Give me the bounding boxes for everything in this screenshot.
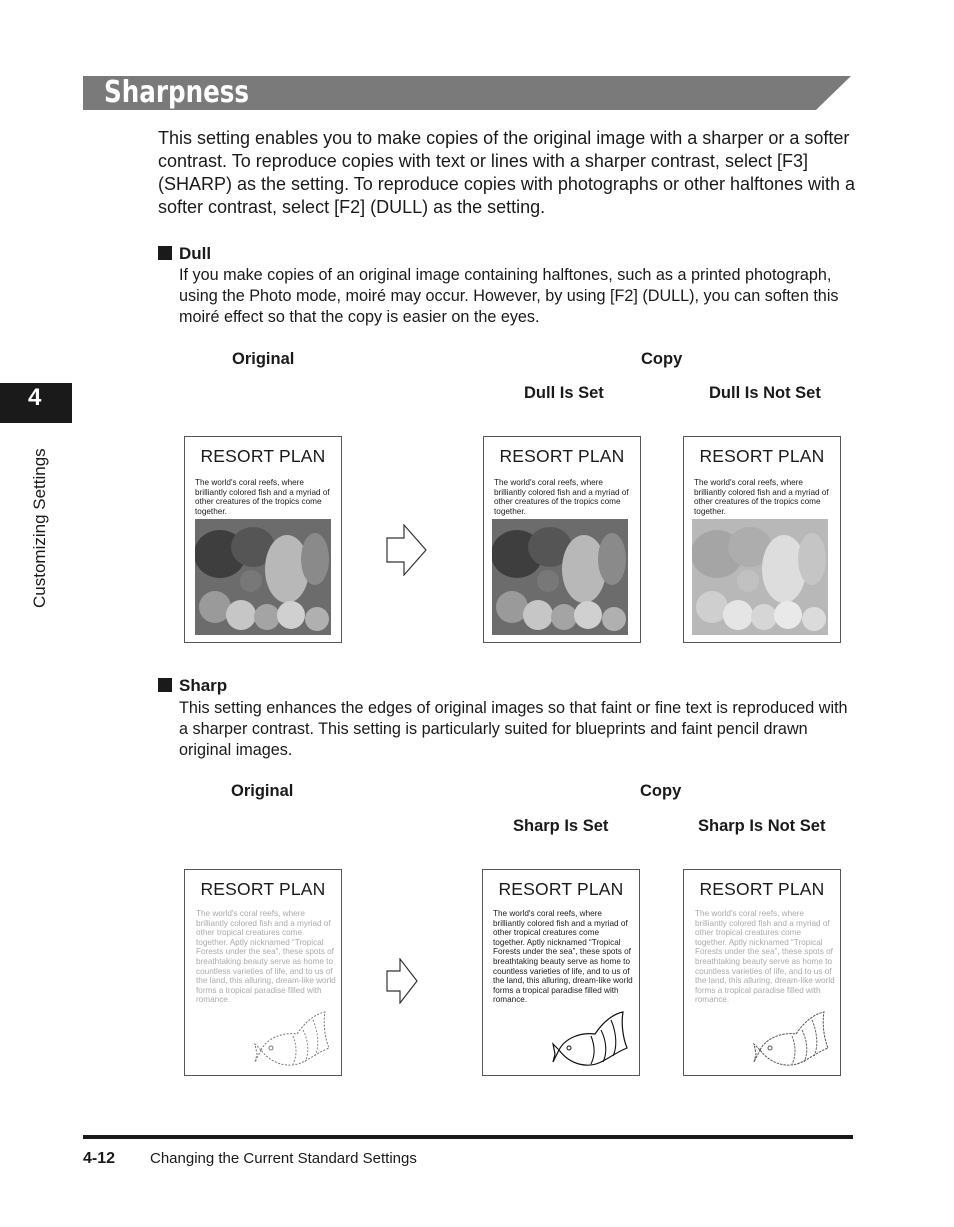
- sharp-notset-card: [683, 869, 841, 1076]
- fish-drawing-icon: [752, 1008, 832, 1072]
- dull-original-card: [184, 436, 342, 643]
- card-title: RESORT PLAN: [499, 446, 625, 466]
- page-number: 4-12: [83, 1150, 116, 1167]
- card-title: RESORT PLAN: [200, 879, 326, 899]
- dull-notset-label: Dull Is Not Set: [709, 384, 821, 402]
- card-title: RESORT PLAN: [699, 879, 825, 899]
- fish-drawing-icon: [551, 1008, 631, 1072]
- right-arrow-icon: [386, 524, 428, 576]
- fruit-photo-image: [692, 519, 828, 635]
- fruit-photo-image: [195, 519, 331, 635]
- card-text: The world's coral reefs, where brilliantly colored fish and a myriad of other tropical creatures come together. Aptly nicknamed “Tropical Forests under the sea”, these spots of breathtaking beauty serve as home to countless varieties of life, and to us of the land, this alluring, dream-like world forms a tropical paradise filled with romance.: [695, 909, 835, 1005]
- dull-set-card: [483, 436, 641, 643]
- sharp-set-card: [482, 869, 640, 1076]
- footer-rule: [83, 1135, 853, 1139]
- sharp-body: This setting enhances the edges of original images so that faint or fine text is reproduced with a sharper contrast. This setting is particularly suited for blueprints and faint pencil drawn original images.: [179, 699, 848, 759]
- sharp-set-label: Sharp Is Set: [513, 817, 609, 835]
- dull-set-label: Dull Is Set: [524, 384, 604, 402]
- card-text: The world's coral reefs, where brilliantly colored fish and a myriad of other creatures of the tropics come together.: [494, 478, 629, 516]
- chapter-label-text: Customizing Settings: [30, 448, 49, 608]
- dull-body: If you make copies of an original image containing halftones, such as a printed photograph, using the Photo mode, moiré may occur. However, by using [F2] (DULL), you can soften this moiré effect so that the copy is easier on the eyes.: [179, 266, 839, 326]
- sharp-original-card: [184, 869, 342, 1076]
- card-title: RESORT PLAN: [699, 446, 825, 466]
- right-arrow-icon: [386, 958, 418, 1004]
- page-title: Sharpness: [104, 75, 250, 110]
- sharp-heading: [158, 676, 227, 696]
- intro-paragraph: This setting enables you to make copies of the original image with a sharper or a softer contrast. To reproduce copies with text or lines with a sharper contrast, select [F3] (SHARP) as the setting. To reproduce copies with photographs or other halftones with a softer contrast, select [F2] (DULL) as the setting.: [158, 128, 856, 217]
- card-text: The world's coral reefs, where brilliantly colored fish and a myriad of other creatures of the tropics come together.: [195, 478, 330, 516]
- sharp-heading-text: Sharp: [179, 676, 228, 695]
- chapter-number: 4: [28, 384, 42, 411]
- card-text: The world's coral reefs, where brilliantly colored fish and a myriad of other tropical creatures come together. Aptly nicknamed “Tropical Forests under the sea”, these spots of breathtaking beauty serve as home to countless varieties of life, and to us of the land, this alluring, dream-like world forms a tropical paradise filled with romance.: [493, 909, 633, 1005]
- bullet-square-icon: [158, 246, 172, 260]
- dull-heading: [158, 244, 211, 264]
- card-title: RESORT PLAN: [498, 879, 624, 899]
- dull-original-label: Original: [232, 350, 295, 368]
- dull-heading-text: Dull: [179, 244, 212, 263]
- sharp-notset-label: Sharp Is Not Set: [698, 817, 826, 835]
- card-text: The world's coral reefs, where brilliantly colored fish and a myriad of other creatures of the tropics come together.: [694, 478, 829, 516]
- footer-section-title: Changing the Current Standard Settings: [150, 1150, 417, 1167]
- card-text: The world's coral reefs, where brilliantly colored fish and a myriad of other tropical creatures come together. Aptly nicknamed “Tropical Forests under the sea”, these spots of breathtaking beauty serve as home to countless varieties of life, and to us of the land, this alluring, dream-like world forms a tropical paradise filled with romance.: [196, 909, 336, 1005]
- fish-drawing-icon: [253, 1008, 333, 1072]
- dull-notset-card: [683, 436, 841, 643]
- sharp-original-label: Original: [231, 782, 294, 800]
- dull-copy-label: Copy: [641, 350, 683, 368]
- bullet-square-icon: [158, 678, 172, 692]
- chapter-label: [27, 430, 47, 610]
- fruit-photo-image: [492, 519, 628, 635]
- sharp-copy-label: Copy: [640, 782, 682, 800]
- card-title: RESORT PLAN: [200, 446, 326, 466]
